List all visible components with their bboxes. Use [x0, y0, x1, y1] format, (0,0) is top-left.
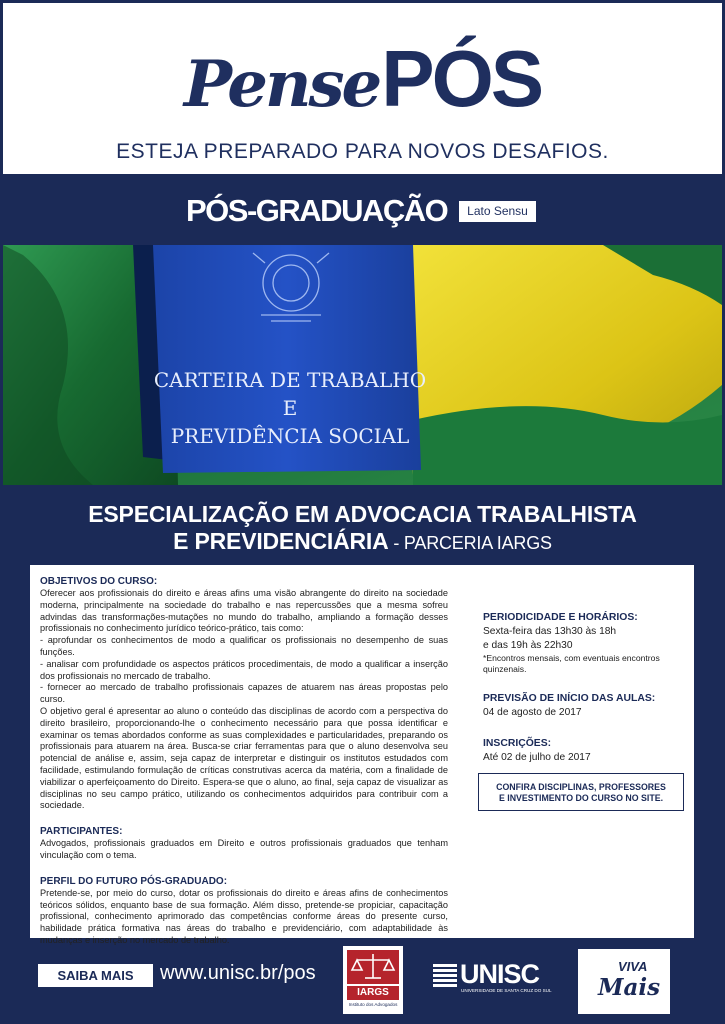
objectives-general: O objetivo geral é apresentar ao aluno o conteúdo das disciplinas de acordo com a perspectiva do direito brasileiro, proporcionando-lhe o conhecimento necessário para que possa identificar e examinar os temas abordados conforme as suas complexidades e particularidades, preparando os profissionais para atuarem na área. Busca-se criar ferramentas para que o aluno desenvolva seu potencial de análise e, assim, seja capaz de interpretar e distinguir os institutos estudados com facilidade, estimulando formulação de críticas construtivas acerca da matéria, com a finalidade de viabilizar o aperfeiçoamento do Direito. Espera-se que o aluno, ao final, seja capaz de visualizar as disciplinas no seu campo prático, utilizando os conhecimentos adquiridos para contribuir com a sociedade. — [40, 705, 448, 811]
registration-heading: INSCRIÇÕES: — [483, 738, 552, 749]
cta-box — [478, 773, 684, 811]
participants-heading: PARTICIPANTES: — [40, 826, 123, 838]
lato-sensu-badge: Lato Sensu — [459, 201, 536, 222]
unisc-mark-icon — [433, 964, 459, 990]
objectives-intro: Oferecer aos profissionais do direito e áreas afins uma visão abrangente do direito na sociedade moderna, principalmente na sociedade do trabalho e nas repercussões que a mesma sofreu advindas das transformações-mutações no mundo do trabalho, ampliando a formação desses profissionais no conhecimento jurídico teórico-prático, tais como: — [40, 588, 448, 634]
program-title: PÓS-GRADUAÇÃO — [186, 193, 448, 228]
saiba-mais-button[interactable]: SAIBA MAIS — [38, 964, 153, 987]
flag-and-booklet-illustration — [3, 245, 722, 485]
course-partner: - PARCERIA IARGS — [388, 533, 552, 553]
logo-pos: PÓS — [381, 34, 542, 123]
schedule-note: *Encontros mensais, com eventuais encontros quinzenais. — [483, 653, 660, 674]
start-heading: PREVISÃO DE INÍCIO DAS AULAS: — [483, 693, 656, 704]
schedule-line2: e das 19h às 22h30 — [483, 640, 573, 651]
mais-text: Mais — [598, 974, 661, 1001]
viva-text: VIVA — [618, 959, 648, 974]
objectives-bullet: - aprofundar os conhecimentos de modo a qualificar os profissionais no desempenho de suas funções. — [40, 635, 448, 657]
pense-pos-logo — [3, 33, 722, 125]
registration-date: Até 02 de julho de 2017 — [483, 752, 591, 763]
booklet-line2: E — [282, 396, 298, 420]
unisc-name: UNISC — [460, 959, 540, 989]
cta-line1: CONFIRA DISCIPLINAS, PROFESSORES — [496, 782, 666, 792]
iargs-name: IARGS — [347, 986, 399, 1000]
participants-text: Advogados, profissionais graduados em Direito e outros profissionais graduados que tenham vinculação com o tema. — [40, 838, 448, 860]
course-title-line2: E PREVIDENCIÁRIA — [173, 528, 389, 554]
logo-pense: Pense — [183, 47, 380, 122]
tagline: ESTEJA PREPARADO PARA NOVOS DESAFIOS. — [116, 140, 609, 163]
start-block — [483, 692, 688, 720]
brand-header — [3, 3, 722, 174]
registration-block — [483, 737, 688, 765]
course-title-line2-wrap — [0, 528, 725, 557]
content-panel — [30, 565, 694, 945]
profile-heading: PERFIL DO FUTURO PÓS-GRADUADO: — [40, 875, 228, 887]
booklet-line1: CARTEIRA DE TRABALHO — [153, 368, 427, 392]
course-title-line1: ESPECIALIZAÇÃO EM ADVOCACIA TRABALHISTA — [88, 501, 637, 527]
cta-line2: E INVESTIMENTO DO CURSO NO SITE. — [498, 793, 664, 803]
website-link[interactable]: www.unisc.br/pos — [160, 962, 316, 984]
unisc-logo — [433, 959, 573, 996]
viva-mais-logo — [578, 949, 670, 1014]
iargs-subtitle: Instituto dos Advogados — [348, 1002, 398, 1007]
hero-photo — [3, 245, 722, 485]
schedule-block — [483, 611, 688, 675]
unisc-subtitle: UNIVERSIDADE DE SANTA CRUZ DO SUL — [461, 988, 552, 993]
course-info — [483, 611, 688, 782]
objectives-bullet: - fornecer ao mercado de trabalho profissionais capazes de atuarem nas áreas propostas pelo curso. — [40, 682, 448, 705]
profile-text: Pretende-se, por meio do curso, dotar os profissionais do direito e áreas afins de conhecimentos teóricos sólidos, enquanto base de sua formação. Além disso, pretende-se propiciar, capacitação profissional, conhecimento aprimorado das competências conforme áreas do presente curso, habilidade prática formativa nas áreas do trabalho e previdenciário, com adaptabilidade às mudanças e inserção no mercado de trabalho. — [40, 887, 448, 945]
objectives-heading: OBJETIVOS DO CURSO: — [40, 576, 158, 587]
booklet-line3: PREVIDÊNCIA SOCIAL — [170, 424, 410, 448]
schedule-heading: PERIODICIDADE E HORÁRIOS: — [483, 612, 638, 623]
course-description — [40, 575, 448, 947]
scales-icon — [343, 946, 403, 986]
start-date: 04 de agosto de 2017 — [483, 707, 582, 718]
iargs-logo — [343, 946, 403, 1014]
course-title — [0, 501, 725, 557]
objectives-bullet: - analisar com profundidade os aspectos práticos procedimentais, de modo a qualificar a inserção dos profissionais no mercado de trabalho. — [40, 658, 448, 681]
schedule-line1: Sexta-feira das 13h30 às 18h — [483, 626, 617, 637]
